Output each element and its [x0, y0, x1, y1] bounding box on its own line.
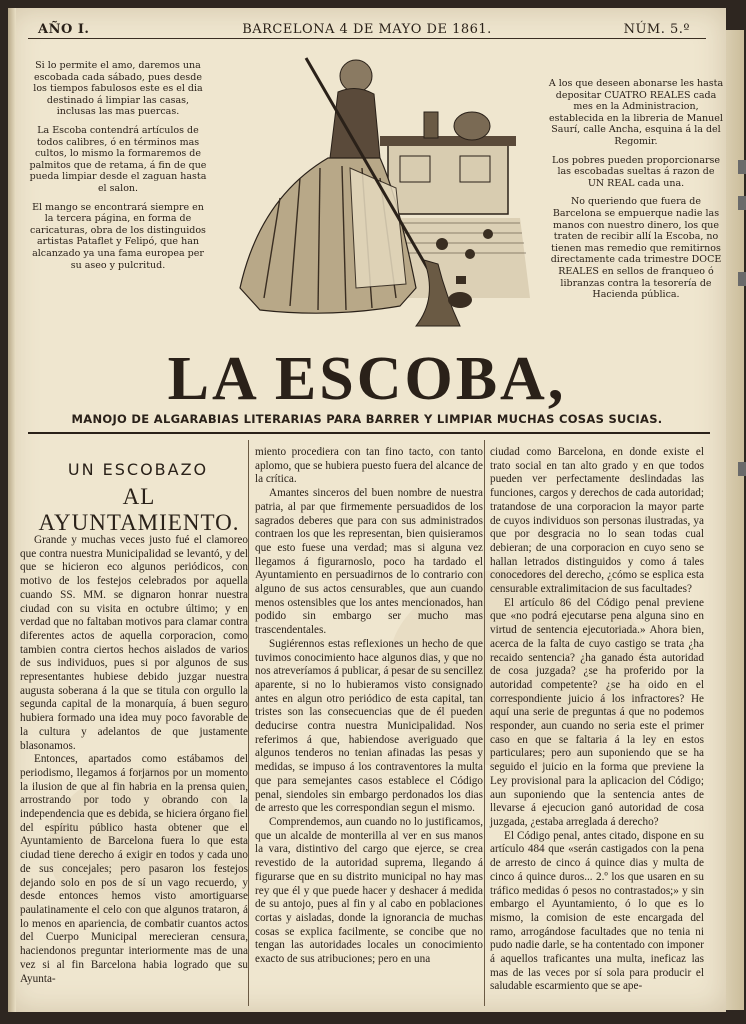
notice-paragraph: La Escoba contendrá artículos de todos calibres, ó en términos mas cultos, lo mismo la formaremos de palmitos que de retama, á fin de que pueda limpiar desde el zaguan hasta el salon. — [29, 124, 207, 194]
page-edge — [726, 30, 744, 1010]
notice-paragraph: No queriendo que fuera de Barcelona se empuerque nadie las manos con nuestro dinero, los que traten de recibir allí la Escoba, no tienen mas remedio que remitirnos directamente cada trimestre DOCE REALES en sellos de franqueo ó libranzas contra la tesorería de Hacienda pública. — [550, 196, 722, 301]
notice-paragraph: El mango se encontrará siempre en la tercera página, en forma de caricaturas, obra de los distinguidos artistas Pataflet y Felipó, que han alcanzado ya una fama europea per su aseo y pulcritud. — [30, 201, 206, 271]
article-kicker: UN ESCOBAZO — [67, 460, 209, 479]
header-rule — [28, 38, 706, 39]
article-paragraph: Amantes sinceros del buen nombre de nuestra patria, al par que firmemente persuadidos de los sagrados deberes que para con sus administrados contraen los que les representan, bien quisieramos que esto fuese una verdad; mas si alguna vez llegamos á figurarnoslo, poco ha tardado el Ayuntamiento en persuadirnos de lo contrario con alguno de sus actos censurables, que aun cuando menos ostensibles que los antes mencionados, han podido sin embargo ser mucho mas trascendentales. — [255, 487, 483, 637]
binding-tab — [738, 196, 746, 210]
subscription-notice-right — [548, 78, 724, 308]
title-rule — [28, 432, 710, 434]
subscription-notice-left — [28, 60, 208, 278]
notice-paragraph: Los pobres pueden proporcionarse las escobadas sueltas á razon de UN REAL cada una. — [551, 154, 721, 189]
notice-paragraph: A los que deseen abonarse les hasta depositar CUATRO REALES cada mes en la Administracion, establecida en la libreria de Manuel Saurí, calle Ancha, esquina á la del Regomir. — [548, 78, 724, 147]
article-paragraph: Entonces, apartados como estábamos del periodismo, llegamos á forjarnos por un momento la ilusion de que al fin habria en la prensa quien, arrostrando por todo y obrando con la independencia que es debida, se hiciera órgano fiel del espíritu público hasta obtener que el Ayuntamiento de Barcelona fuera lo que esta ciudad tiene derecho á exigir en todos y cada uno de sus concejales; pero pasaron los festejos dejando solo en pos de sí un vago recuerdo, y desde entonces hemos visto amortiguarse paulatinamente el celo con que algunos trataron, á lo menos en apariencia, de combatir cuantos actos del Cuerpo Municipal merecieran censura, haciendonos preguntar interiormente mas de una vez si al fin Barcelona habia logrado que su Ayunta- — [20, 753, 248, 985]
newspaper-title: LA ESCOBA, — [167, 345, 567, 413]
article-column-1 — [20, 534, 248, 986]
article-paragraph: Sugiérennos estas reflexiones un hecho de que tuvimos conocimiento hace algunos dias, y que no nos atreveríamos á publicar, á pesar de su sencillez aparente, si no lo hubieramos visto consignado antes en algun otro periódico de esta capital, tan tristes son las consecuencias que de él pueden deducirse contra nuestra Municipalidad. Nos referimos á que, habiendose averiguado que algunos tenderos no tenian afinadas las pesas y medidas, se impuso á los contraventores la multa que para semejantes casos establece el Código penal, siendoles sin embargo perdonados los dias de arresto que les correspondian segun el mismo. — [255, 637, 483, 815]
page-fold — [8, 8, 16, 1012]
engraving-illustration — [220, 48, 538, 336]
article-paragraph: ciudad como Barcelona, en donde existe el trato social en tan alto grado y en que todos pueden ver perfectamente deslindadas las funciones, cargos y derechos de cada autoridad; tratandose de una corporacion la mayor parte de cuyos individuos son personas ilustradas, ya que por desgracia no lo sean todas cual debieran; de una corporacion en cuyo seno se hallan letrados distinguidos y como á tales conocedores del derecho, ¿cómo se esplica esta censurable extralimitacion de sus facultades? — [490, 446, 704, 596]
article-paragraph: El Código penal, antes citado, dispone en su artículo 484 que «serán castigados con la pena de arresto de cinco á quince dias y multa de cinco á quince duros... 2.º los que usaren en su tráfico medidas ó pesos no contrastados;» y sin embargo el Ayuntamiento, ó lo que es lo mismo, la comision de este encargada del ramo, arrogándose facultades que no tenia ni pudo nadie darle, se ha contentado con imponer á aquellos traficantes una multa, ineficaz las mas de las veces por sí sola para producir el saludable escarmiento que se ape- — [490, 829, 704, 993]
article-column-2 — [255, 446, 483, 967]
article-column-3 — [490, 446, 704, 994]
notice-paragraph: Si lo permite el amo, daremos una escobada cada sábado, pues desde los tiempos fabulosos este es el dia destinado á limpiar las casas, inclusas las mas puercas. — [33, 60, 203, 118]
binding-tab — [738, 160, 746, 174]
article-paragraph: Comprendemos, aun cuando no lo justificamos, que un alcalde de monterilla al ver en sus manos la vara, distintivo del cargo que ejerce, se crea revestido de la autoridad suprema, llegando á figurarse que en su distrito municipal no hay mas rey que él y que puede hacer y deshacer á medida de su antojo, pues al fin y al cabo en poblaciones cortas y aisladas, donde la ignorancia de muchas cosas se explica facilmente, se concibe que no tengan las autoridades locales un conocimiento exacto de sus atribuciones; pero en una — [255, 815, 483, 966]
article-paragraph: miento procediera con tan fino tacto, con tanto aplomo, que se hubiera puesto fuera del alcance de la crítica. — [255, 446, 483, 486]
issue-date: BARCELONA 4 DE MAYO DE 1861. — [242, 22, 492, 37]
binding-tab — [738, 462, 746, 476]
column-rule — [484, 440, 485, 1006]
newspaper-subtitle: MANOJO DE ALGARABIAS LITERARIAS PARA BARRER Y LIMPIAR MUCHAS COSAS SUCIAS. — [71, 412, 663, 426]
article-paragraph: Grande y muchas veces justo fué el clamoreo que contra nuestra Municipalidad se levantó, y del que se hicieron eco algunos periódicos, con motivo de los festejos celebrados por aquella cuando SS. MM. se dignaron honrar nuestra ciudad con su visita en octubre último; y en verdad que no faltaban motivos para clamar contra diferentes actos de aquella corporacion, como tambien contra ciertos hechos aislados de varios de sus individuos, pues si por algunos de sus representantes hubiese debido juzgar nuestra augusta soberana á la que se titula con orgullo la segunda capital de la monarquía, á buen seguro hubiera formado una idea muy poco favorable de la cultura y adelantos de que justamente blasonamos. — [20, 534, 248, 752]
binding-tab — [738, 272, 746, 286]
article-paragraph: El artículo 86 del Código penal previene que «no podrá ejecutarse pena alguna sino en virtud de sentencia ejecutoriada.» Ahora bien, acerca de la falta de cuyo castigo se trata ¿ha recaido sentencia? ¿ha ganado ésta autoridad de cosa juzgada? ¿se ha proferido por la autoridad competente? ¿se ha oido en el correspondiente juicio á los infractores? He aquí una serie de preguntas á que no podemos responder, aun cuando no seria este el primer caso en que se faltaria á la ley en estos particulares; pero aun suponiendo que se ha seguido el juicio en la forma que previene la Ley provisional para la aplicacion del Código; aun suponiendo que la sentencia antes de llevarse á ejecucion ganó autoridad de cosa juzgada, ¿estaba arreglada á derecho? — [490, 596, 704, 828]
article-headline: AL AYUNTAMIENTO. — [38, 484, 240, 535]
issue-number: NÚM. 5.º — [623, 22, 690, 37]
newspaper-page — [8, 8, 726, 1012]
year-label: AÑO I. — [38, 22, 90, 37]
